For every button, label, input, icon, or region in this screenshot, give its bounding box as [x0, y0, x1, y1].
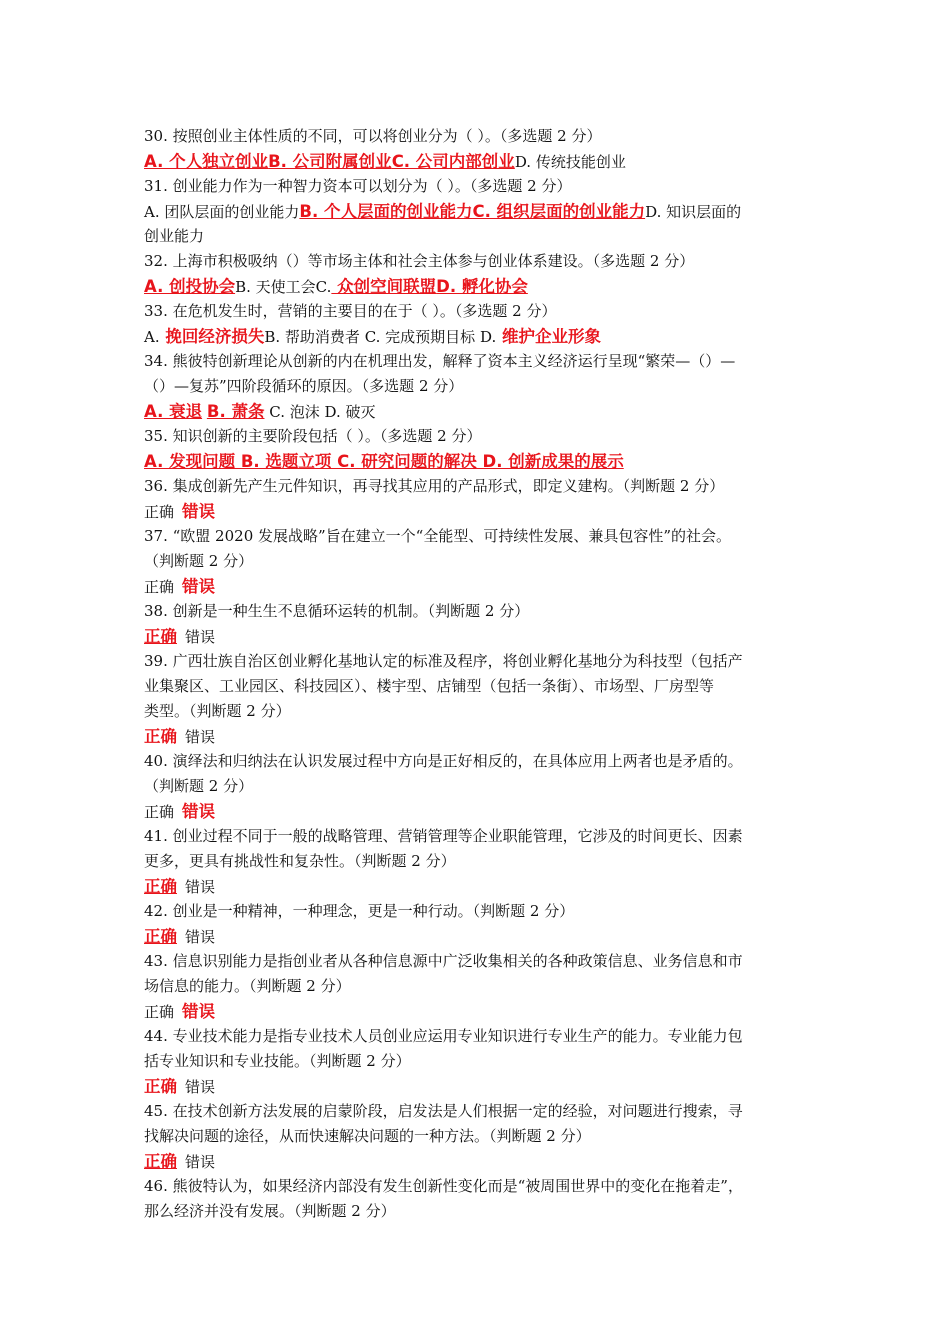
question-32-text: 32. 上海市积极吸纳（）等市场主体和社会主体参与创业体系建设。（多选题 2 分） [144, 252, 695, 270]
question-45-cont [144, 1124, 816, 1149]
q38-true-selected: 正确 [144, 627, 177, 646]
q33-option-d: 维护企业形象 [496, 327, 601, 346]
question-34-text-l2: （）—复苏”四阶段循环的原因。（多选题 2 分） [144, 377, 464, 395]
document-page [144, 124, 816, 1224]
question-43-cont [144, 974, 816, 999]
q35-answer: A. 发现问题 B. 选题立项 C. 研究问题的解决 D. 创新成果的展示 [144, 452, 624, 471]
question-39-cont2 [144, 699, 816, 724]
q33-option-b: B. 帮助消费者 [264, 328, 360, 346]
q34-option-b: B. 萧条 [206, 402, 265, 421]
question-37-text-l1: 37. “欧盟 2020 发展战略”旨在建立一个“全能型、可持续性发展、兼具包容性”的社会。 [144, 527, 732, 545]
q44-true-selected: 正确 [144, 1077, 177, 1096]
question-35-answer [144, 449, 816, 474]
question-39-answer [144, 724, 816, 749]
question-38-answer [144, 624, 816, 649]
question-35-text: 35. 知识创新的主要阶段包括（ ）。（多选题 2 分） [144, 427, 482, 445]
question-33 [144, 299, 816, 324]
q33-option-c: C. 完成预期目标 [364, 328, 476, 346]
q33-option-a: 挽回经济损失 [159, 327, 265, 346]
question-43-text-l2: 场信息的能力。（判断题 2 分） [144, 977, 351, 995]
question-44-text-l2: 括专业知识和专业技能。（判断题 2 分） [144, 1052, 411, 1070]
question-34 [144, 349, 816, 374]
question-37 [144, 524, 816, 549]
q36-false-selected: 错误 [182, 502, 216, 521]
q41-true-selected: 正确 [144, 877, 177, 896]
question-44-text-l1: 44. 专业技术能力是指专业技术人员创业应运用专业知识进行专业生产的能力。专业能力包 [144, 1027, 743, 1045]
q34-option-a: A. 衰退 [144, 402, 203, 421]
q32-option-a: A. 创投协会 [144, 277, 236, 296]
question-37-cont [144, 549, 816, 574]
q39-false: 错误 [185, 728, 216, 746]
question-46-text-l1: 46. 熊彼特认为，如果经济内部没有发生创新性变化而是“被周围世界中的变化在拖着走”， [144, 1177, 743, 1195]
q37-true: 正确 [144, 578, 175, 596]
question-41-text-l1: 41. 创业过程不同于一般的战略管理、营销管理等企业职能管理，它涉及的时间更长、因素 [144, 827, 743, 845]
question-45-text-l2: 找解决问题的途径，从而快速解决问题的一种方法。（判断题 2 分） [144, 1127, 591, 1145]
question-46-text-l2: 那么经济并没有发展。（判断题 2 分） [144, 1202, 396, 1220]
question-41-answer [144, 874, 816, 899]
question-38 [144, 599, 816, 624]
question-40-answer [144, 799, 816, 824]
question-30-text: 30. 按照创业主体性质的不同，可以将创业分为（ ）。（多选题 2 分） [144, 127, 602, 145]
question-36 [144, 474, 816, 499]
question-39-text-l2: 业集聚区、工业园区、科技园区）、楼宇型、店铺型（包括一条街）、市场型、厂房型等 [144, 677, 715, 695]
question-43 [144, 949, 816, 974]
question-42-answer [144, 924, 816, 949]
q43-false-selected: 错误 [182, 1002, 216, 1021]
q42-false: 错误 [185, 928, 216, 946]
question-32 [144, 249, 816, 274]
question-41-text-l2: 更多，更具有挑战性和复杂性。（判断题 2 分） [144, 852, 456, 870]
q32-option-d: D. 孵化协会 [436, 277, 528, 296]
q45-true-selected: 正确 [144, 1152, 177, 1171]
q30-option-b: B. 公司附属创业 [268, 152, 392, 171]
question-41 [144, 824, 816, 849]
question-39-text-l1: 39. 广西壮族自治区创业孵化基地认定的标准及程序，将创业孵化基地分为科技型（包括产 [144, 652, 743, 670]
question-46 [144, 1174, 816, 1199]
question-43-text-l1: 43. 信息识别能力是指创业者从各种信息源中广泛收集相关的各种政策信息、业务信息和市 [144, 952, 743, 970]
q44-false: 错误 [185, 1078, 216, 1096]
question-39-text-l3: 类型。（判断题 2 分） [144, 702, 291, 720]
q34-option-d: D. 破灭 [324, 403, 376, 421]
question-44-cont [144, 1049, 816, 1074]
question-33-options [144, 324, 816, 349]
question-37-text-l2: （判断题 2 分） [144, 552, 254, 570]
q31-option-d-cont: 创业能力 [144, 227, 205, 245]
question-40-text-l2: （判断题 2 分） [144, 777, 254, 795]
question-34-cont [144, 374, 816, 399]
q31-option-d: D. 知识层面的 [645, 203, 742, 221]
q38-false: 错误 [185, 628, 216, 646]
question-44 [144, 1024, 816, 1049]
question-35 [144, 424, 816, 449]
question-42-text: 42. 创业是一种精神，一种理念，更是一种行动。（判断题 2 分） [144, 902, 575, 920]
question-40 [144, 749, 816, 774]
q45-false: 错误 [185, 1153, 216, 1171]
question-30 [144, 124, 816, 149]
q42-true-selected: 正确 [144, 927, 177, 946]
q32-option-c: 众创空间联盟 [331, 277, 437, 296]
question-31 [144, 174, 816, 199]
q33-option-a-prefix: A. [144, 328, 160, 346]
question-45 [144, 1099, 816, 1124]
question-45-answer [144, 1149, 816, 1174]
q31-option-a: A. 团队层面的创业能力 [144, 203, 300, 221]
q43-true: 正确 [144, 1003, 175, 1021]
q40-true: 正确 [144, 803, 175, 821]
question-31-options [144, 199, 816, 224]
question-36-text: 36. 集成创新先产生元件知识，再寻找其应用的产品形式，即定义建构。（判断题 2 分） [144, 477, 725, 495]
question-34-text-l1: 34. 熊彼特创新理论从创新的内在机理出发，解释了资本主义经济运行呈现“繁荣—（）— [144, 352, 736, 370]
q41-false: 错误 [185, 878, 216, 896]
question-30-options [144, 149, 816, 174]
question-43-answer [144, 999, 816, 1024]
question-40-text-l1: 40. 演绎法和归纳法在认识发展过程中方向是正好相反的，在具体应用上两者也是矛盾的。 [144, 752, 743, 770]
question-44-answer [144, 1074, 816, 1099]
q33-option-d-prefix: D. [479, 328, 497, 346]
question-31-text: 31. 创业能力作为一种智力资本可以划分为（ ）。（多选题 2 分） [144, 177, 572, 195]
question-40-cont [144, 774, 816, 799]
question-41-cont [144, 849, 816, 874]
question-31-options-cont [144, 224, 816, 249]
q37-false-selected: 错误 [182, 577, 216, 596]
q30-option-d: D. 传统技能创业 [514, 153, 626, 171]
question-32-options [144, 274, 816, 299]
question-34-options [144, 399, 816, 424]
question-36-answer [144, 499, 816, 524]
q32-option-c-prefix: C. [315, 278, 332, 296]
question-46-cont [144, 1199, 816, 1224]
q40-false-selected: 错误 [182, 802, 216, 821]
q30-option-a: A. 个人独立创业 [144, 152, 269, 171]
q39-true-selected: 正确 [144, 727, 177, 746]
q34-option-c: C. 泡沫 [269, 403, 320, 421]
question-42 [144, 899, 816, 924]
question-39-cont [144, 674, 816, 699]
question-37-answer [144, 574, 816, 599]
q31-option-c: C. 组织层面的创业能力 [472, 202, 646, 221]
question-33-text: 33. 在危机发生时，营销的主要目的在于（ ）。（多选题 2 分） [144, 302, 557, 320]
question-39 [144, 649, 816, 674]
question-45-text-l1: 45. 在技术创新方法发展的启蒙阶段，启发法是人们根据一定的经验，对问题进行搜索，寻 [144, 1102, 743, 1120]
q36-true: 正确 [144, 503, 175, 521]
q32-option-b: B. 天使工会 [235, 278, 316, 296]
q30-option-c: C. 公司内部创业 [391, 152, 515, 171]
q31-option-b: B. 个人层面的创业能力 [299, 202, 473, 221]
question-38-text: 38. 创新是一种生生不息循环运转的机制。（判断题 2 分） [144, 602, 530, 620]
